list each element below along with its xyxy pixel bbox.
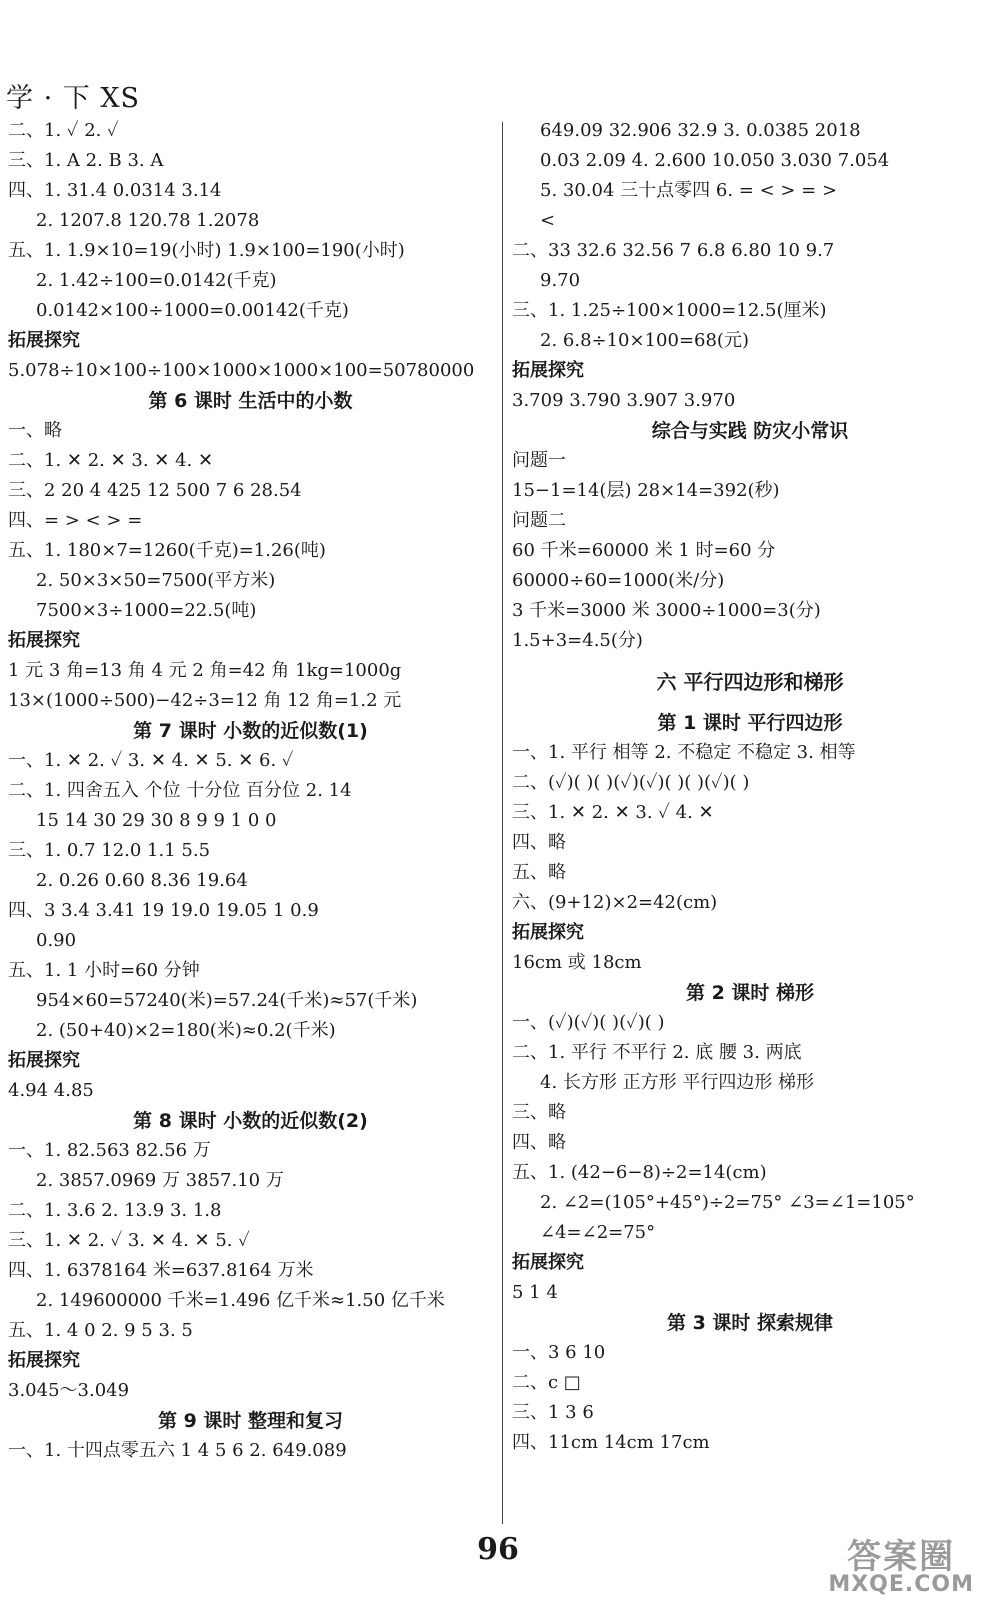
watermark-url: MXQE.COM: [828, 1572, 974, 1597]
section-heading: 拓展探究: [512, 1252, 584, 1273]
section-heading: 拓展探究: [512, 360, 584, 381]
answer-line: 2. 6.8÷10×100=68(元): [540, 330, 749, 351]
answer-line: 四、略: [512, 1132, 566, 1153]
answer-line: 1 元 3 角=13 角 4 元 2 角=42 角 1kg=1000g: [8, 660, 402, 681]
answer-line: 四、11cm 14cm 17cm: [512, 1432, 710, 1453]
answer-line: 五、略: [512, 862, 566, 883]
answer-line: 13×(1000÷500)−42÷3=12 角 12 角=1.2 元: [8, 690, 402, 711]
page-header: 学 · 下 XS: [6, 83, 141, 114]
answer-line: 二、(✓)( )( )(✓)(✓)( )( )(✓)( ): [512, 772, 750, 793]
answer-line: 4. 长方形 正方形 平行四边形 梯形: [540, 1072, 815, 1093]
answer-line: 三、略: [512, 1102, 566, 1123]
answer-line: 2. 1.42÷100=0.0142(千克): [36, 270, 277, 291]
answer-line: 三、1. ✕ 2. ✕ 3. ✓ 4. ✕: [512, 802, 714, 823]
answer-line: 五、1. 1.9×10=19(小时) 1.9×100=190(小时): [8, 240, 405, 261]
answer-line: 一、1. 平行 相等 2. 不稳定 不稳定 3. 相等: [512, 742, 856, 763]
answer-line: 二、1. 3.6 2. 13.9 3. 1.8: [8, 1200, 222, 1221]
lesson-title: 六 平行四边形和梯形: [656, 670, 844, 694]
lesson-title: 第 9 课时 整理和复习: [157, 1410, 344, 1432]
answer-line: 四、3 3.4 3.41 19 19.0 19.05 1 0.9: [8, 900, 319, 921]
answer-line: 四、略: [512, 832, 566, 853]
answer-line: 五、1. 180×7=1260(千克)=1.26(吨): [8, 540, 326, 561]
answer-line: <: [540, 210, 556, 231]
watermark-logo: [828, 1537, 974, 1597]
answer-line: 9.70: [540, 270, 581, 291]
lesson-title: 第 2 课时 梯形: [685, 982, 815, 1004]
answer-line: 一、1. 82.563 82.56 万: [8, 1140, 211, 1161]
answer-line: 三、1. ✕ 2. ✓ 3. ✕ 4. ✕ 5. ✓: [8, 1230, 250, 1251]
answer-line: 2. 3857.0969 万 3857.10 万: [36, 1170, 284, 1191]
answer-line: 问题一: [512, 450, 566, 471]
answer-line: 16cm 或 18cm: [512, 952, 642, 973]
answer-line: 0.03 2.09 4. 2.600 10.050 3.030 7.054: [540, 150, 890, 171]
answer-line: 问题二: [512, 510, 566, 531]
answer-line: 二、33 32.6 32.56 7 6.8 6.80 10 9.7: [512, 240, 835, 261]
answer-line: 四、1. 6378164 米=637.8164 万米: [8, 1260, 314, 1281]
answer-line: 15 14 30 29 30 8 9 9 1 0 0: [36, 810, 277, 831]
answer-line: 0.90: [36, 930, 77, 951]
answer-line: 一、1. 十四点零五六 1 4 5 6 2. 649.089: [8, 1440, 347, 1461]
answer-line: 2. 1207.8 120.78 1.2078: [36, 210, 260, 231]
answer-line: 0.0142×100÷1000=0.00142(千克): [36, 300, 349, 321]
watermark-text: 答案圈: [847, 1537, 956, 1577]
answer-line: 三、2 20 4 425 12 500 7 6 28.54: [8, 480, 302, 501]
answer-line: 3 千米=3000 米 3000÷1000=3(分): [512, 600, 821, 621]
answer-line: 二、c □: [512, 1372, 581, 1393]
lesson-title: 第 7 课时 小数的近似数(1): [133, 720, 368, 742]
answer-line: 1.5+3=4.5(分): [512, 630, 643, 651]
answer-line: 60000÷60=1000(米/分): [512, 570, 725, 591]
answer-line: 五、1. (42−6−8)÷2=14(cm): [512, 1162, 767, 1183]
answer-line: 954×60=57240(米)=57.24(千米)≈57(千米): [36, 990, 418, 1011]
answer-line: 五、1. 4 0 2. 9 5 3. 5: [8, 1320, 193, 1341]
answer-line: 3.709 3.790 3.907 3.970: [512, 390, 736, 411]
answer-line: 一、略: [8, 420, 62, 441]
answer-line: 一、(✓)(✓)( )(✓)( ): [512, 1012, 665, 1033]
lesson-title: 第 3 课时 探索规律: [666, 1312, 834, 1334]
answer-line: 四、1. 31.4 0.0314 3.14: [8, 180, 222, 201]
answer-line: 2. 149600000 千米=1.496 亿千米≈1.50 亿千米: [36, 1290, 445, 1311]
answer-line: 2. ∠2=(105°+45°)÷2=75° ∠3=∠1=105°: [540, 1192, 915, 1213]
section-heading: 拓展探究: [8, 330, 80, 351]
answer-line: 一、1. ✕ 2. ✓ 3. ✕ 4. ✕ 5. ✕ 6. ✓: [8, 750, 294, 771]
answer-line: 二、1. ✓ 2. ✓: [8, 120, 119, 141]
answer-line: 4.94 4.85: [8, 1080, 94, 1101]
page-number: 96: [477, 1532, 519, 1567]
section-heading: 拓展探究: [512, 922, 584, 943]
lesson-title: 第 8 课时 小数的近似数(2): [133, 1110, 368, 1132]
left-column: [8, 116, 493, 1466]
answer-line: 5. 30.04 三十点零四 6. = < > = >: [540, 180, 838, 201]
answer-line: 2. 50×3×50=7500(平方米): [36, 570, 276, 591]
section-heading: 拓展探究: [8, 1050, 80, 1071]
answer-line: 四、= > < > =: [8, 510, 143, 531]
answer-line: 一、3 6 10: [512, 1342, 606, 1363]
answer-line: 60 千米=60000 米 1 时=60 分: [512, 540, 776, 561]
answer-line: 六、(9+12)×2=42(cm): [512, 892, 718, 913]
right-column: [512, 116, 988, 1458]
answer-line: 15−1=14(层) 28×14=392(秒): [512, 480, 780, 501]
column-divider: [502, 122, 503, 1524]
lesson-title: 综合与实践 防灾小常识: [651, 420, 849, 442]
answer-line: 2. 0.26 0.60 8.36 19.64: [36, 870, 248, 891]
answer-line: 5 1 4: [512, 1282, 558, 1303]
answer-line: 三、1. A 2. B 3. A: [8, 150, 164, 171]
answer-line: 三、1 3 6: [512, 1402, 594, 1423]
answer-line: 2. (50+40)×2=180(米)≈0.2(千米): [36, 1020, 336, 1041]
answer-line: 3.045～3.049: [8, 1380, 130, 1401]
answer-line: 三、1. 0.7 12.0 1.1 5.5: [8, 840, 211, 861]
answer-line: 二、1. ✕ 2. ✕ 3. ✕ 4. ✕: [8, 450, 214, 471]
answer-line: 5.078÷10×100÷100×1000×1000×100=50780000: [8, 360, 475, 381]
answer-line: 二、1. 四舍五入 个位 十分位 百分位 2. 14: [8, 780, 352, 801]
answer-line: 三、1. 1.25÷100×1000=12.5(厘米): [512, 300, 827, 321]
answer-line: 二、1. 平行 不平行 2. 底 腰 3. 两底: [512, 1042, 802, 1063]
section-heading: 拓展探究: [8, 630, 80, 651]
answer-line: 7500×3÷1000=22.5(吨): [36, 600, 257, 621]
section-heading: 拓展探究: [8, 1350, 80, 1371]
lesson-title: 第 1 课时 平行四边形: [657, 712, 843, 734]
answer-line: 五、1. 1 小时=60 分钟: [8, 960, 200, 981]
answer-line: 649.09 32.906 32.9 3. 0.0385 2018: [540, 120, 861, 141]
lesson-title: 第 6 课时 生活中的小数: [148, 390, 353, 412]
answer-line: ∠4=∠2=75°: [540, 1222, 656, 1243]
